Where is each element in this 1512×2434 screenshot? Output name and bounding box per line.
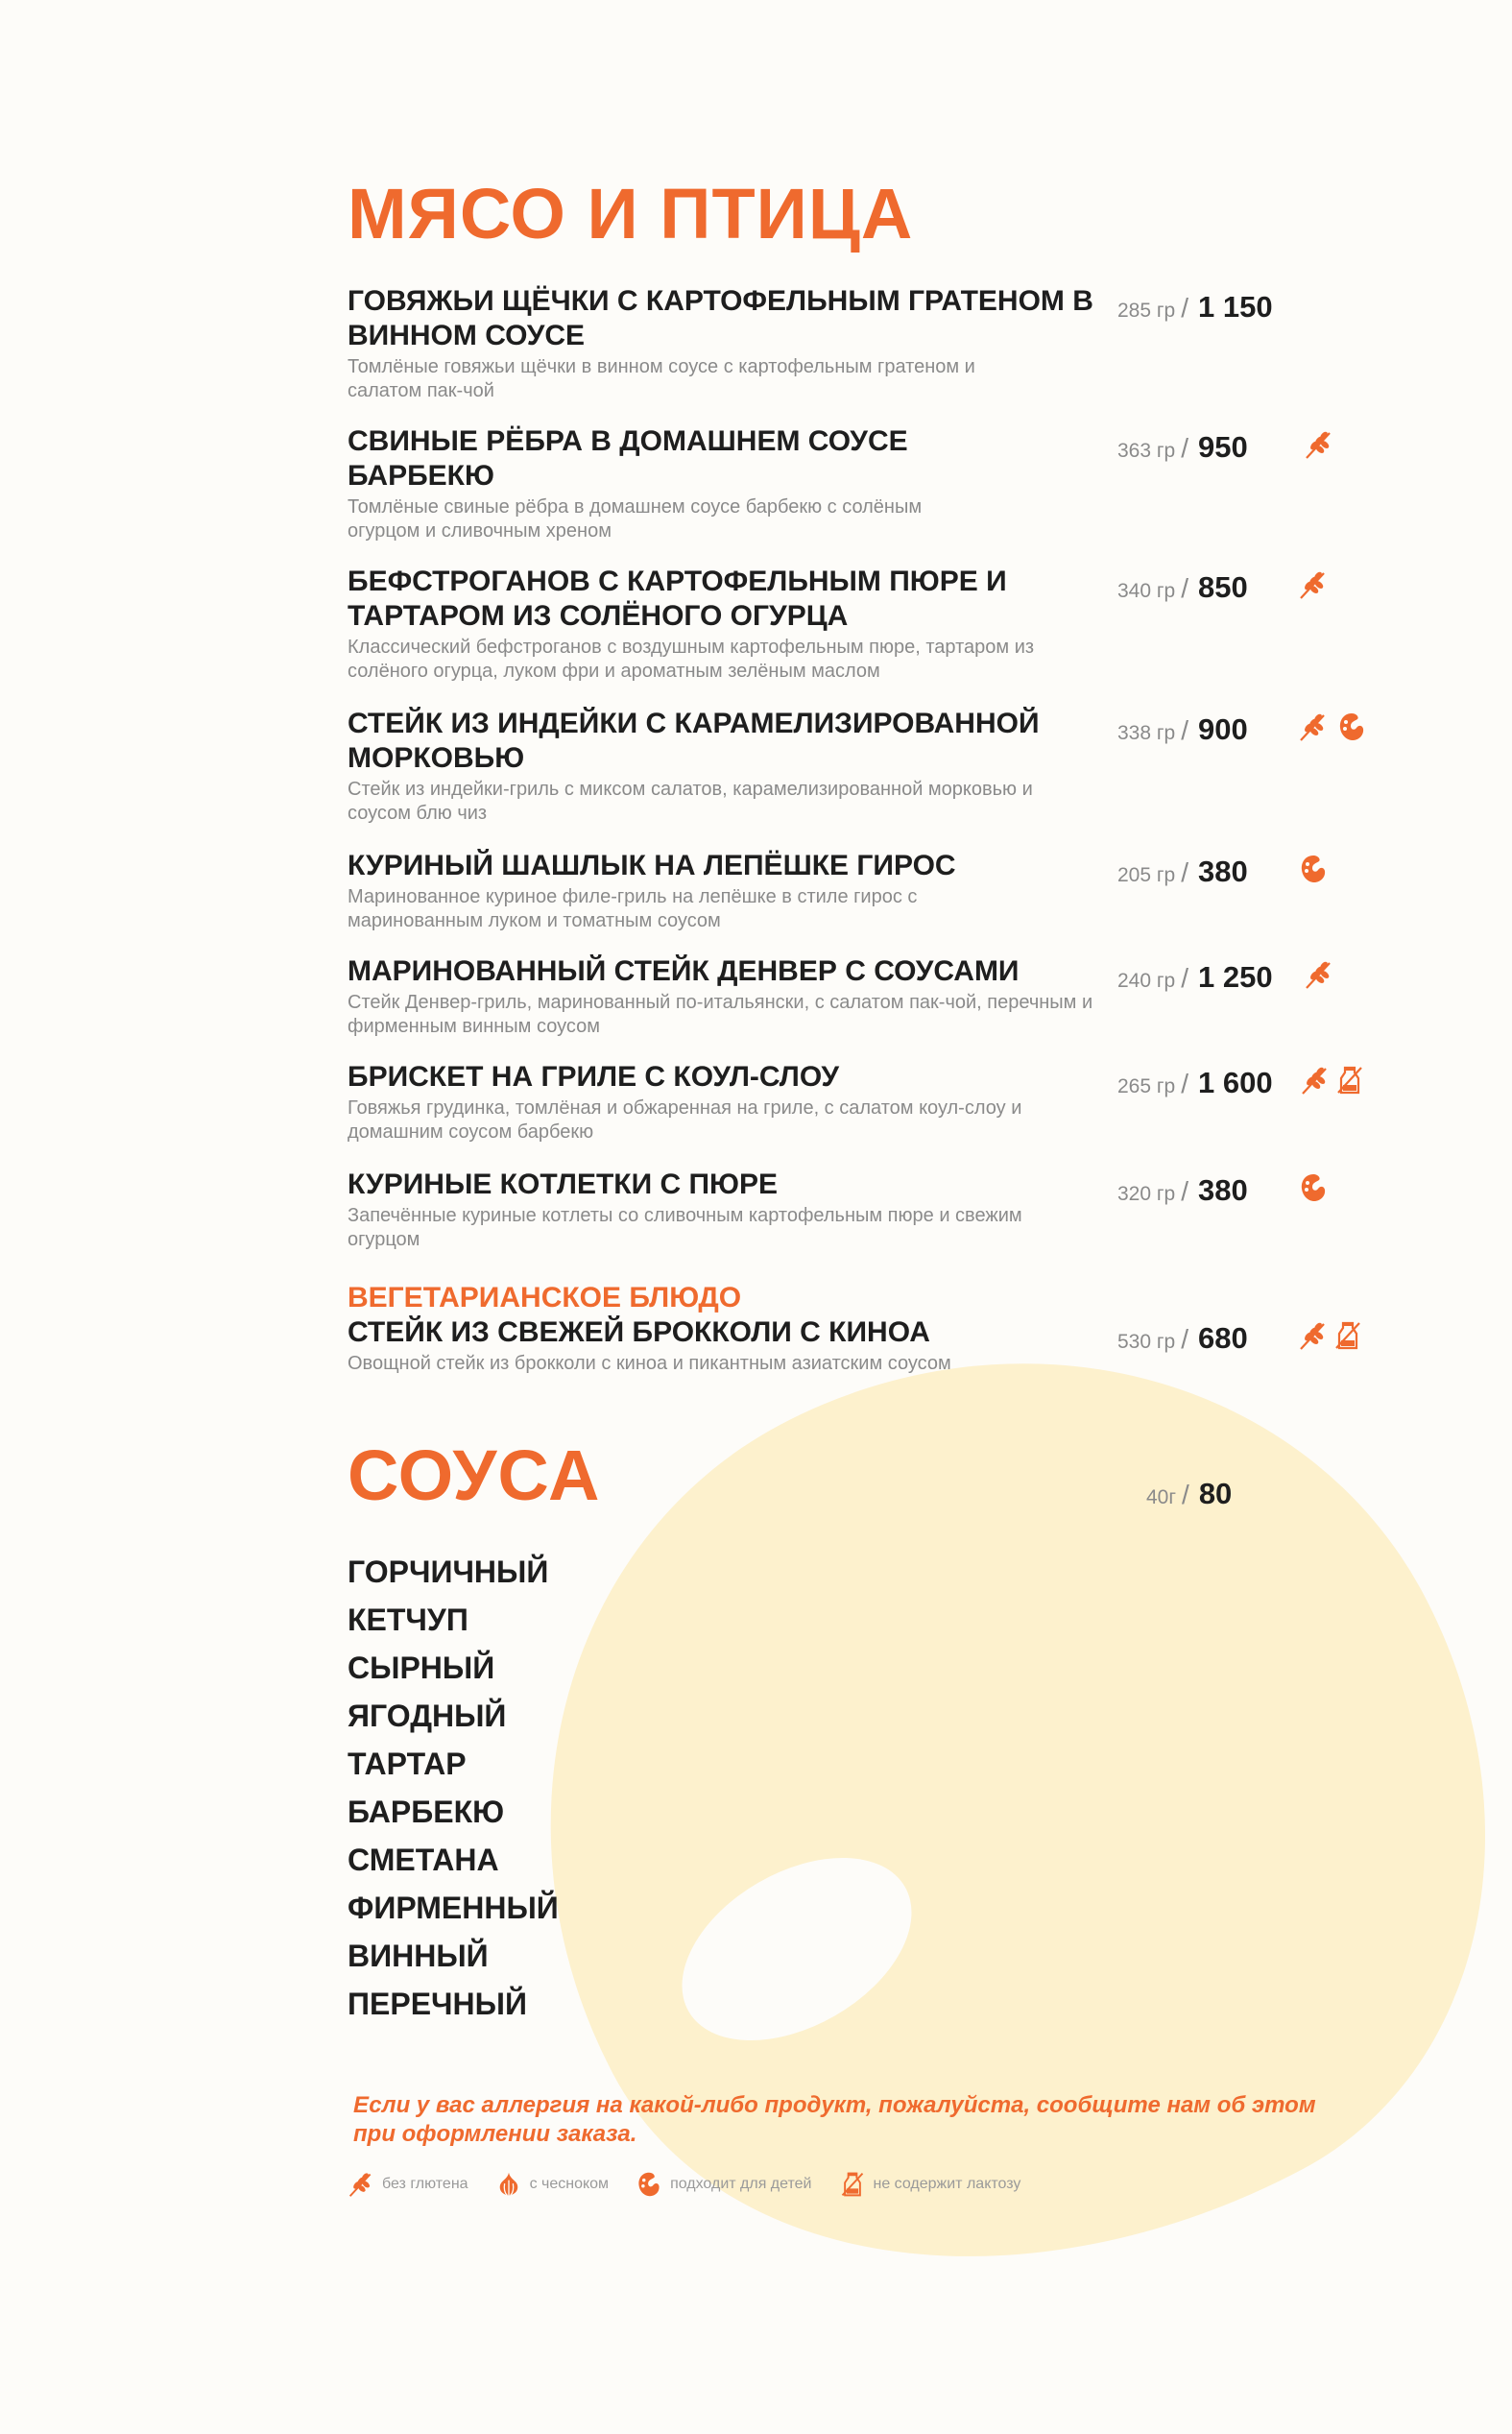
menu-item (348, 424, 1308, 543)
item-weight: 530 гр / 680 (1117, 1321, 1248, 1355)
sauces-price: 80 (1198, 1477, 1233, 1510)
lactose-free-icon (1332, 1319, 1363, 1352)
item-name: СТЕЙК ИЗ ИНДЕЙКИ С КАРАМЕЛИЗИРОВАННОЙ МОРКОВЬЮ (348, 708, 1040, 774)
item-weight: 338 гр / 900 (1117, 712, 1248, 746)
menu-item (348, 1281, 1308, 1376)
item-price: 1 600 (1198, 1066, 1273, 1099)
menu-item (348, 284, 1308, 403)
legend-item-gluten-free: без глютена (348, 2170, 468, 2199)
wheat-icon (348, 2170, 374, 2199)
item-description: Классический бефстроганов с воздушным картофельным пюре, тартаром из солёного огурца, луком фри и ароматным зелёным маслом (348, 637, 1035, 682)
menu-item (348, 849, 1308, 933)
item-name: БРИСКЕТ НА ГРИЛЕ С КОУЛ-СЛОУ (348, 1061, 840, 1093)
item-weight: 240 гр / 1 250 (1117, 960, 1273, 994)
item-price: 1 150 (1198, 290, 1273, 324)
menu-item (348, 1168, 1308, 1252)
item-name: СВИНЫЕ РЁБРА В ДОМАШНЕМ СОУСЕ БАРБЕКЮ (348, 425, 908, 492)
legend-item-lactose-free: не содержит лактозу (839, 2170, 1021, 2199)
lactose-free-icon (839, 2170, 866, 2199)
wheat-icon (1298, 711, 1329, 743)
item-description: Томлёные говяжьи щёчки в винном соусе с картофельным гратеном и салатом пак-чой (348, 356, 975, 401)
kids-icon (636, 2170, 662, 2199)
list-item: ГОРЧИЧНЫЙ (348, 1554, 549, 1589)
wheat-icon (1298, 1319, 1329, 1352)
list-item: ТАРТАР (348, 1747, 467, 1781)
item-description: Стейк из индейки-гриль с миксом салатов, карамелизированной морковью и соусом блю чиз (348, 779, 1033, 824)
item-weight: 205 гр / 380 (1117, 855, 1248, 888)
menu-item (348, 1060, 1308, 1145)
allergy-note: Если у вас аллергия на какой-либо продукт, пожалуйста, сообщите нам об этом при оформлении заказа. (353, 2092, 1316, 2147)
item-price: 680 (1198, 1321, 1248, 1355)
item-weight: 285 гр / 1 150 (1117, 290, 1273, 324)
item-price: 850 (1198, 570, 1248, 604)
section-title-meat: МЯСО И ПТИЦА (348, 174, 914, 253)
item-weight: 320 гр / 380 (1117, 1173, 1248, 1207)
item-description: Стейк Денвер-гриль, маринованный по-итальянски, с салатом пак-чой, перечным и фирменным винным соусом (348, 992, 1093, 1037)
item-price: 900 (1198, 712, 1248, 746)
sauce-list (348, 1548, 559, 2028)
list-item: КЕТЧУП (348, 1603, 468, 1637)
kids-icon (1336, 711, 1367, 743)
item-name: СТЕЙК ИЗ СВЕЖЕЙ БРОККОЛИ С КИНОА (348, 1316, 930, 1348)
list-item: ЯГОДНЫЙ (348, 1699, 507, 1733)
item-description: Овощной стейк из брокколи с киноа и пикантным азиатским соусом (348, 1353, 951, 1374)
item-weight: 363 гр / 950 (1117, 430, 1248, 464)
menu-item (348, 565, 1308, 684)
item-name: КУРИНЫЕ КОТЛЕТКИ С ПЮРЕ (348, 1169, 779, 1200)
legend-item-kids: подходит для детей (636, 2170, 811, 2199)
item-description: Говяжья грудинка, томлёная и обжаренная на гриле, с салатом коул-слоу и домашним соусом барбекю (348, 1097, 1022, 1143)
kids-icon (1298, 853, 1329, 885)
menu-item (348, 707, 1308, 826)
wheat-icon (1304, 958, 1334, 991)
list-item: ВИННЫЙ (348, 1939, 489, 1973)
lactose-free-icon (1334, 1064, 1365, 1097)
list-item: СМЕТАНА (348, 1843, 499, 1877)
item-weight: 265 гр / 1 600 (1117, 1066, 1273, 1099)
item-name: БЕФСТРОГАНОВ С КАРТОФЕЛЬНЫМ ПЮРЕ И ТАРТАРОМ ИЗ СОЛЁНОГО ОГУРЦА (348, 566, 1007, 632)
item-name: ГОВЯЖЬИ ЩЁЧКИ С КАРТОФЕЛЬНЫМ ГРАТЕНОМ В ВИННОМ СОУСЕ (348, 285, 1093, 351)
list-item: СЫРНЫЙ (348, 1651, 495, 1685)
item-description: Запечённые куриные котлеты со сливочным картофельным пюре и свежим огурцом (348, 1205, 1022, 1250)
kids-icon (1298, 1171, 1329, 1204)
garlic-icon (495, 2170, 522, 2199)
item-name: КУРИНЫЙ ШАШЛЫК НА ЛЕПЁШКЕ ГИРОС (348, 850, 956, 881)
wheat-icon (1304, 428, 1334, 461)
item-description: Томлёные свиные рёбра в домашнем соусе барбекю с солёным огурцом и сливочным хреном (348, 496, 923, 542)
list-item: ПЕРЕЧНЫЙ (348, 1987, 527, 2021)
list-item: БАРБЕКЮ (348, 1795, 505, 1829)
sauces-weight: 40г / 80 (1146, 1477, 1233, 1510)
item-category-label: ВЕГЕТАРИАНСКОЕ БЛЮДО (348, 1282, 742, 1313)
icon-legend (348, 2170, 1020, 2199)
item-price: 380 (1198, 855, 1248, 888)
item-price: 380 (1198, 1173, 1248, 1207)
item-price: 1 250 (1198, 960, 1273, 994)
item-description: Маринованное куриное филе-гриль на лепёшке в стиле гирос с маринованным луком и томатным соусом (348, 886, 918, 931)
menu-item (348, 954, 1308, 1039)
wheat-icon (1300, 1064, 1331, 1097)
item-name: МАРИНОВАННЫЙ СТЕЙК ДЕНВЕР С СОУСАМИ (348, 955, 1020, 987)
wheat-icon (1298, 568, 1329, 601)
legend-item-garlic: с чесноком (495, 2170, 610, 2199)
item-weight: 340 гр / 850 (1117, 570, 1248, 604)
section-title-sauces: СОУСА (348, 1435, 601, 1515)
item-price: 950 (1198, 430, 1248, 464)
list-item: ФИРМЕННЫЙ (348, 1891, 559, 1925)
